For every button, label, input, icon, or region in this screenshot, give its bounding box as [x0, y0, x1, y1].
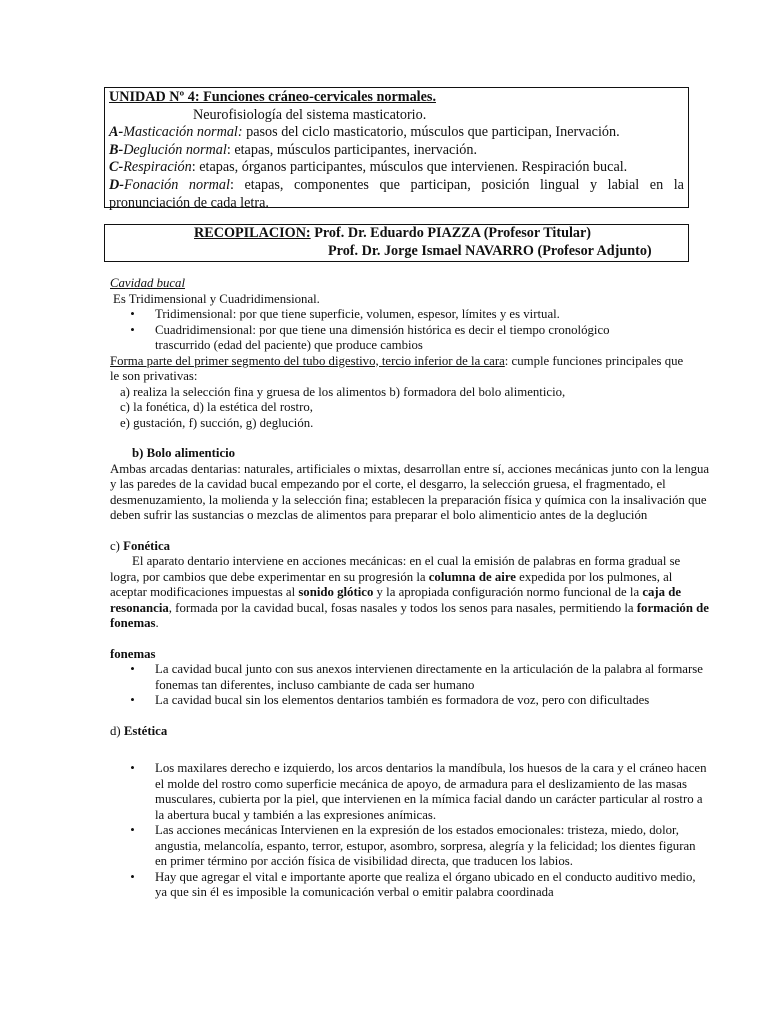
cavidad-forma: Forma parte del primer segmento del tubo digestivo, tercio inferior de la cara: cumple funciones principales que le son privativas:: [110, 353, 684, 383]
cavidad-heading: Cavidad bucal: [110, 276, 185, 290]
unit-item-d: D-Fonación normal: etapas, componentes que participan, posición lingual y labial en la: [109, 176, 684, 193]
list-item-text: La cavidad bucal junto con sus anexos intervienen directamente en la articulación de la palabra al formarse fonemas tan diferentes, incluso cambiante de cada ser humano: [155, 662, 703, 692]
list-item-text: Cuadridimensional: por que tiene una dimensión histórica es decir el tiempo cronológico trascurrido (edad del paciente) que produce cambios: [155, 322, 610, 352]
cavidad-func-1: a) realiza la selección fina y gruesa de los alimentos b) formadora del bolo alimenticio,: [120, 384, 566, 399]
cavidad-func-2: c) la fonética, d) la estética del rostro,: [120, 400, 313, 414]
bullet-icon: •: [130, 322, 135, 337]
fonetica-heading: c) Fonética: [110, 538, 171, 553]
fonemas-heading: fonemas: [110, 646, 156, 661]
list-item: [110, 693, 710, 709]
credits-box: [104, 224, 689, 262]
bullet-icon: •: [130, 662, 135, 676]
estetica-heading: d) Estética: [110, 723, 168, 738]
list-item-text: Hay que agregar el vital e importante aporte que realiza el órgano ubicado en el conducto auditivo medio, ya que sin él es imposible la comunicación verbal o emitir palabra coordinada: [155, 869, 696, 899]
unit-item-d-cont: pronunciación de cada letra.: [109, 194, 269, 211]
unit-subtitle: Neurofisiología del sistema masticatorio.: [193, 106, 427, 123]
list-item-text: La cavidad bucal sin los elementos dentarios también es formadora de voz, pero con dificultades: [155, 693, 650, 707]
bullet-icon: •: [130, 307, 135, 321]
unit-item-b: B-Deglución normal: etapas, músculos participantes, inervación.: [109, 141, 478, 158]
unit-item-c: C-Respiración: etapas, órganos participantes, músculos que intervienen. Respiración bucal.: [109, 159, 628, 176]
cavidad-intro: Es Tridimensional y Cuadridimensional.: [113, 291, 320, 306]
list-item: [110, 870, 710, 901]
bolo-heading: b) Bolo alimenticio: [132, 446, 236, 460]
credits-line-2: Prof. Dr. Jorge Ismael NAVARRO (Profesor Adjunto): [328, 242, 652, 259]
unit-header-box: [104, 87, 689, 211]
list-item: [110, 323, 710, 354]
cavidad-func-3: e) gustación, f) succión, g) deglución.: [120, 415, 314, 430]
bullet-icon: •: [130, 869, 135, 884]
bullet-icon: •: [130, 823, 135, 837]
list-item: [110, 307, 710, 323]
list-item: [110, 823, 710, 870]
unit-title: UNIDAD Nº 4: Funciones cráneo-cervicales normales.: [109, 89, 436, 105]
list-item: [110, 761, 710, 823]
list-item-text: Las acciones mecánicas Intervienen en la expresión de los estados emocionales: tristeza, miedo, dolor, angustia, melancolía, espanto, terror, estupor, asombro, sorpresa, alegría y la felicidad; los dientes figuran en primer término por acción física de visibilidad directa, que traducen los labios.: [155, 823, 696, 868]
list-item-text: Tridimensional: por que tiene superficie, volumen, espesor, límites y es virtual.: [155, 307, 560, 321]
bullet-icon: •: [130, 761, 135, 775]
bullet-icon: •: [130, 693, 135, 707]
main-content: [110, 276, 710, 901]
list-item-text: Los maxilares derecho e izquierdo, los arcos dentarios la mandíbula, los huesos de la cara y el cráneo hacen el molde del rostro como superficie mecánica de apoyo, de armadura para el deslizamiento de las masas musculares, cubierta por la piel, que intervienen en la mímica facial dando un carácter particular al rostro a la abertura bucal y también a las expresiones anímicas.: [155, 761, 707, 822]
list-item: [110, 662, 710, 693]
credits-line-1: RECOPILACION: Prof. Dr. Eduardo PIAZZA (Profesor Titular): [194, 225, 592, 241]
fonetica-text: El aparato dentario interviene en acciones mecánicas: en el cual la emisión de palabras en forma gradual se logra, por cambios que debe experimentar en su progresión la columna de aire expedida por los pulmones, al aceptar modificaciones impuestas al sonido glótico y la apropiada configuración normo funcional de la caja de resonancia, formada por la cavidad bucal, fosas nasales y todos los senos para nasales, permitiendo la formación de fonemas.: [110, 554, 709, 630]
bolo-text: Ambas arcadas dentarias: naturales, artificiales o mixtas, desarrollan entre sí, acciones mecánicas junto con la lengua y las paredes de la cavidad bucal empezando por el corte, el desgarro, la selección gruesa, el fragmentado, el desmenuzamiento, la molienda y la selección fina; establecen la preparación física y química con la insalivación que deben sufrir las sustancias o mezclas de alimentos para preparar el bolo alimenticio antes de la deglución: [110, 461, 710, 522]
unit-item-a: A-Masticación normal: pasos del ciclo masticatorio, músculos que participan, Inervación.: [109, 124, 620, 141]
